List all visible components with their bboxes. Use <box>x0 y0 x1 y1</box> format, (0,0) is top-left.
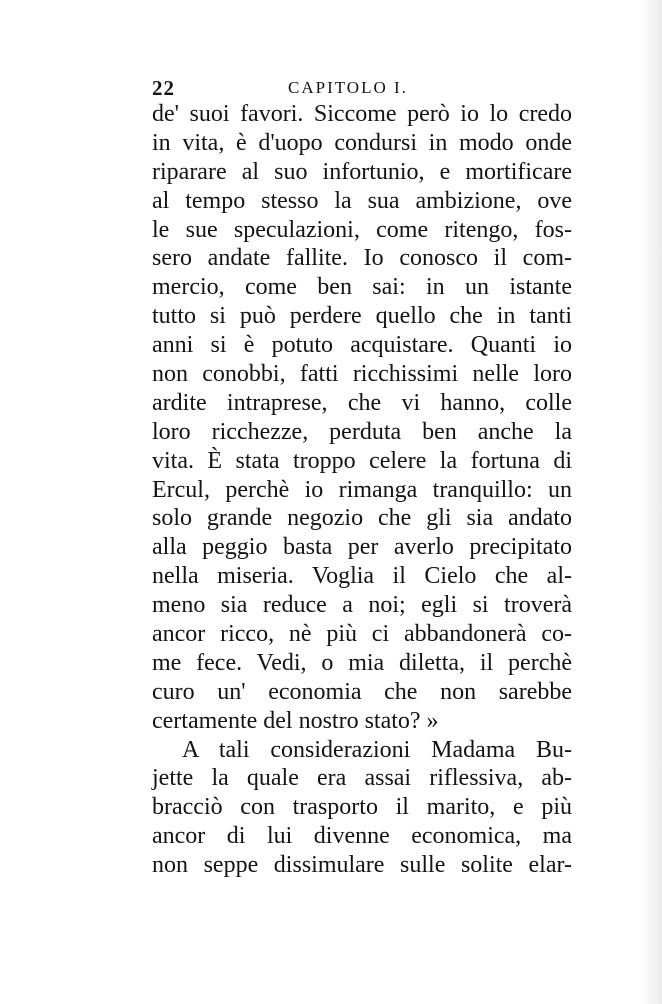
text-line: Ercul, perchè io rimanga tranquillo: un <box>152 476 572 503</box>
text-line: nella miseria. Voglia il Cielo che al- <box>152 563 572 590</box>
text-line: ardite intraprese, che vi hanno, colle <box>152 389 572 416</box>
text-line: non seppe dissimulare sulle solite elar- <box>152 852 572 879</box>
body-text <box>152 100 572 880</box>
text-line: vita. È stata troppo celere la fortuna di <box>152 447 572 474</box>
paragraph-start-line: A tali considerazioni Madama Bu- <box>182 736 572 763</box>
paragraph-end-line: certamente del nostro stato? » <box>152 707 439 734</box>
text-line: sero andate fallite. Io conosco il com- <box>152 245 572 272</box>
text-line: in vita, è d'uopo condursi in modo onde <box>152 129 572 156</box>
text-line: tutto si può perdere quello che in tanti <box>152 303 572 330</box>
text-line: bracciò con trasporto il marito, e più <box>152 794 572 821</box>
page-header <box>152 72 572 102</box>
text-line: ancor di lui divenne economica, ma <box>152 823 572 850</box>
text-line: de' suoi favori. Siccome però io lo credo <box>152 101 572 127</box>
text-line: alla peggio basta per averlo precipitato <box>152 534 572 561</box>
page-edge-shadow <box>640 0 662 1004</box>
text-line: ancor ricco, nè più ci abbandonerà co- <box>152 621 572 648</box>
text-line: le sue speculazioni, come ritengo, fos- <box>152 216 572 243</box>
text-line: jette la quale era assai riflessiva, ab- <box>152 765 572 792</box>
text-line: loro ricchezze, perduta ben anche la <box>152 418 572 445</box>
running-head: CAPITOLO I. <box>288 78 408 97</box>
page-number: 22 <box>152 76 175 100</box>
text-line: non conobbi, fatti ricchissimi nelle loro <box>152 361 572 388</box>
text-line: anni si è potuto acquistare. Quanti io <box>152 332 572 359</box>
text-line: mercio, come ben sai: in un istante <box>152 274 572 301</box>
text-line: meno sia reduce a noi; egli si troverà <box>152 592 572 619</box>
text-line: solo grande negozio che gli sia andato <box>152 505 572 532</box>
text-line: al tempo stesso la sua ambizione, ove <box>152 187 572 214</box>
text-line: me fece. Vedi, o mia diletta, il perchè <box>152 649 572 676</box>
text-line: curo un' economia che non sarebbe <box>152 678 572 705</box>
text-line: riparare al suo infortunio, e mortificare <box>152 158 572 185</box>
